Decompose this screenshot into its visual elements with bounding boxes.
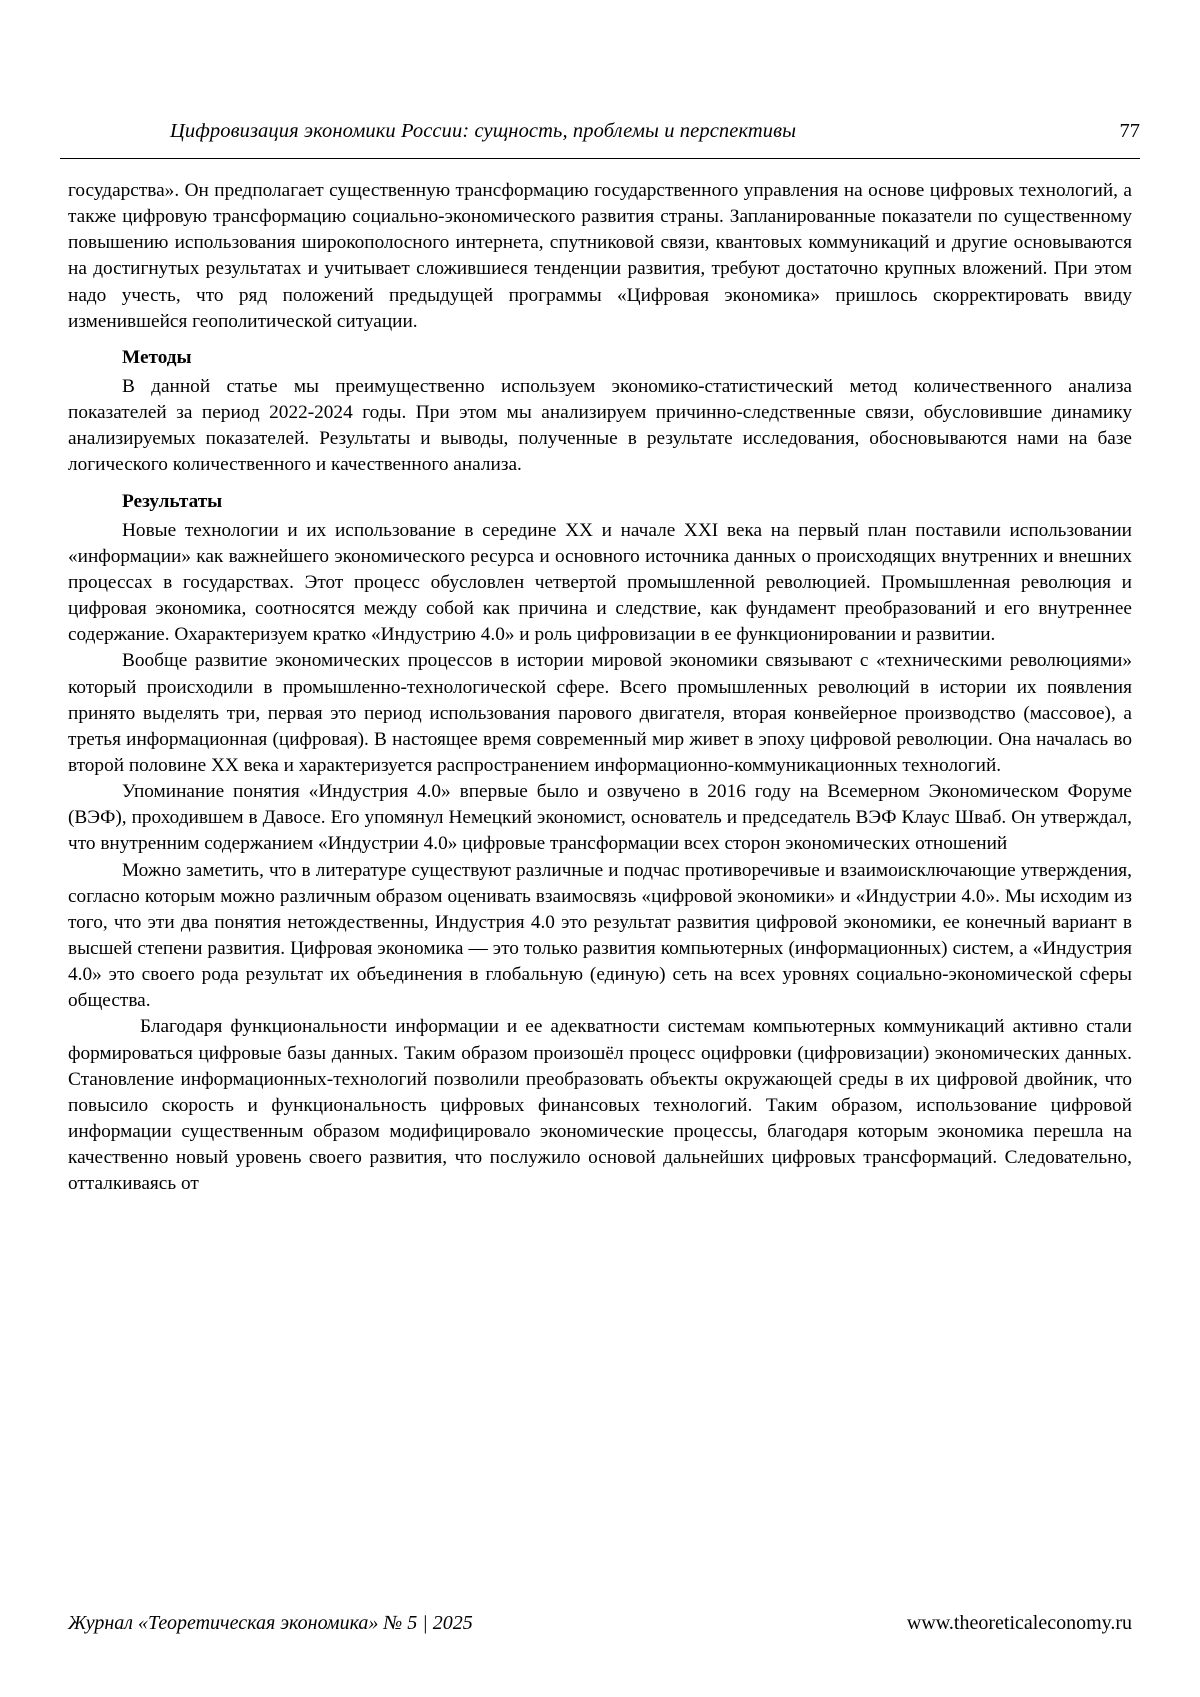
header-divider [60, 158, 1140, 159]
running-title: Цифровизация экономики России: сущность, проблемы и перспективы [170, 120, 797, 142]
page-content [68, 178, 1132, 1197]
footer-website: www.theoreticaleconomy.ru [906, 1612, 1132, 1634]
page-header [60, 120, 1140, 143]
paragraph-results-3: Упоминание понятия «Индустрия 4.0» впервые было и озвучено в 2016 году на Всемерном Экономическом Форуме (ВЭФ), проходившем в Давосе. Его упомянул Немецкий экономист, основатель и председатель ВЭФ Клаус Шваб. Он утверждал, что внутренним содержанием «Индустрии 4.0» цифровые трансформации всех сторон экономических отношений [68, 781, 1132, 855]
paragraph-methods-1: В данной статье мы преимущественно используем экономико-статистический метод количественного анализа показателей за период 2022-2024 годы. При этом мы анализируем причинно-следственные связи, обусловившие динамику анализируемых показателей. Результаты и выводы, полученные в результате исследования, обосновываются нами на базе логического количественного и качественного анализа. [68, 375, 1132, 476]
page-number: 77 [1119, 120, 1140, 142]
section-heading-results: Результаты [122, 490, 223, 512]
paragraph-results-5: Благодаря функциональности информации и ее адекватности системам компьютерных коммуникаций активно стали формироваться цифровые базы данных. Таким образом произошёл процесс оцифровки (цифровизации) экономических данных. Становление информационных-технологий позволили преобразовать объекты окружающей среды в их цифровой двойник, что повысило скорость и функциональность цифровых финансовых технологий. Таким образом, использование цифровой информации существенным образом модифицировало экономические процессы, благодаря которым экономика перешла на качественно новый уровень своего развития, что послужило основой дальнейших цифровых трансформаций. Следовательно, отталкиваясь от [68, 1016, 1132, 1195]
paragraph-continued: государства». Он предполагает существенную трансформацию государственного управления на основе цифровых технологий, а также цифровую трансформацию социально-экономического развития страны. Запланированные показатели по существенному повышению использования широкополосного интернета, спутниковой связи, квантовых коммуникаций и другие основываются на достигнутых результатах и учитывает сложившиеся тенденции развития, требуют достаточно крупных вложений. При этом надо учесть, что ряд положений предыдущей программы «Цифровая экономика» пришлось скорректировать ввиду изменившейся геополитической ситуации. [68, 180, 1132, 332]
paragraph-results-4: Можно заметить, что в литературе существуют различные и подчас противоречивые и взаимоисключающие утверждения, согласно которым можно различным образом оценивать взаимосвязь «цифровой экономики» и «Индустрии 4.0». Мы исходим из того, что эти два понятия нетождественны, Индустрия 4.0 это результат развития цифровой экономики, ее конечный вариант в высшей степени развития. Цифровая экономика — это только развития компьютерных (информационных) систем, а «Индустрия 4.0» это своего рода результат их объединения в глобальную (единую) сеть на всех уровнях социально-экономической сферы общества. [68, 859, 1132, 1012]
footer-journal-title: Журнал «Теоретическая экономика» № 5 | 2025 [68, 1612, 473, 1634]
section-heading-methods: Методы [122, 346, 192, 368]
paragraph-results-1: Новые технологии и их использование в середине XX и начале XXI века на первый план поставили использовании «информации» как важнейшего экономического ресурса и основного источника данных о происходящих внутренних и внешних процессах в государствах. Этот процесс обусловлен четвертой промышленной революцией. Промышленная революция и цифровая экономика, соотносятся между собой как причина и следствие, как фундамент преобразований и его внутреннее содержание. Охарактеризуем кратко «Индустрию 4.0» и роль цифровизации в ее функционировании и развитии. [68, 519, 1132, 646]
page-footer [68, 1612, 1132, 1635]
paragraph-results-2: Вообще развитие экономических процессов в истории мировой экономики связывают с «техническими революциями» который происходили в промышленно-технологической сфере. Всего промышленных революций в истории их появления принято выделять три, первая это период использования парового двигателя, вторая конвейерное производство (массовое), а третья информационная (цифровая). В настоящее время современный мир живет в эпоху цифровой революции. Она началась во второй половине XX века и характеризуется распространением информационно-коммуникационных технологий. [68, 650, 1132, 776]
